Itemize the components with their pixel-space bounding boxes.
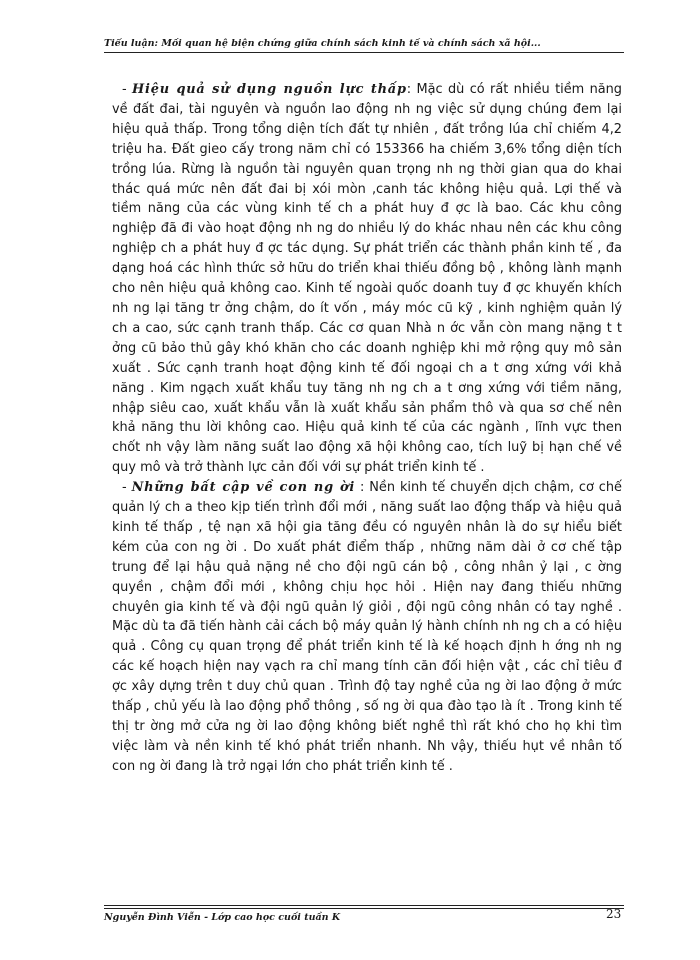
paragraph-text: : Mặc dù có rất nhiều tiềm năng về đất đai, tài nguyên và nguồn lao động nh ng việc sử dụng chúng đem lại hiệu quả thấp. Trong tổng diện tích đất tự nhiên , đất trồng lúa chỉ chiếm 4,2 triệu ha. Đất gieo cấy trong năm chỉ có 153366 ha chiếm 3,6% tổng diện tích trồng lúa. Rừng là nguồn tài nguyên quan trọng nh ng thời gian qua do khai thác quá mức nên đất đai bị xói mòn ,canh tác không hiệu quả. Lợi thế và tiềm năng của các vùng kinh tế ch a phát huy đ ợc là bao. Các khu công nghiệp đã đi vào hoạt động nh ng do nhiều lý do khác nhau nên các khu công nghiệp ch a phát huy đ ợc tác dụng. Sự phát triển các thành phần kinh tế , đa dạng hoá các hình thức sở hữu do triển khai thiếu đồng bộ , không lành mạnh cho nên hiệu quả không cao. Kinh tế ngoài quốc doanh tuy đ ợc khuyến khích nh ng lại tăng tr ởng chậm, do ít vốn , máy móc cũ kỹ , kinh nghiệm quản lý ch a cao, sức cạnh tranh thấp. Các cơ quan Nhà n ớc vẫn còn mang nặng t t ởng cũ bảo thủ gây khó khăn cho các doanh nghiệp khi mở rộng quy mô sản xuất . Sức cạnh tranh hoạt động kinh tế đối ngoại ch a t ơng xứng với khả năng . Kim ngạch xuất khẩu tuy tăng nh ng ch a t ơng xứng với tiềm năng, nhập siêu cao, xuất khẩu vẫn là xuất khẩu sản phẩm thô và qua sơ chế nên khả năng thu lời không cao. Hiệu quả kinh tế của các ngành , lĩnh vực then chốt nh vậy làm năng suất lao động xã hội không cao, tích luỹ bị hạn chế về quy mô và trở thành lực cản đối với sự phát triển kinh tế . <box>112 82 622 476</box>
footer-author: Nguyễn Đình Viễn - Lớp cao học cuối tuần K <box>104 912 341 923</box>
page-number: 23 <box>606 907 622 921</box>
document-body <box>112 80 622 777</box>
paragraph-prefix: - <box>122 82 133 97</box>
header-rule <box>104 52 624 53</box>
paragraph-human-shortcomings <box>112 478 622 777</box>
footer-rule-double <box>104 908 624 909</box>
running-header: Tiểu luận: Mối quan hệ biện chứng giữa chính sách kinh tế và chính sách xã hội... <box>104 38 541 49</box>
paragraph-prefix: - <box>122 480 132 496</box>
paragraph-resource-efficiency <box>112 80 622 478</box>
footer-rule <box>104 905 624 906</box>
paragraph-title: Những bất cập về con ng ời <box>131 480 356 496</box>
paragraph-title: Hiệu quả sử dụng nguồn lực thấp <box>132 82 407 97</box>
paragraph-text: : Nền kinh tế chuyển dịch chậm, cơ chế quản lý ch a theo kịp tiến trình đổi mới , năng suất lao động thấp và hiệu quả kinh tế thấp , tệ nạn xã hội gia tăng đều có nguyên nhân là do sự hiểu biết kém của con ng ời . Do xuất phát điểm thấp , những năm dài ở cơ chế tập trung để lại hậu quả nặng nề cho đội ngũ cán bộ , công nhân ỷ lại , c ờng quyền , chậm đổi mới , không chịu học hỏi . Hiện nay đang thiếu những chuyên gia kinh tế và đội ngũ quản lý giỏi , đội ngũ công nhân có tay nghề . Mặc dù ta đã tiến hành cải cách bộ máy quản lý hành chính nh ng ch a có hiệu quả . Công cụ quan trọng để phát triển kinh tế là kế hoạch định h ớng nh ng các kế hoạch hiện nay vạch ra chỉ mang tính căn đối hiện vật , các chỉ tiêu đ ợc xây dựng trên t duy chủ quan . Trình độ tay nghề của ng ời lao động ở mức thấp , chủ yếu là lao động phổ thông , số ng ời qua đào tạo là ít . Trong kinh tế thị tr ờng mở cửa ng ời lao động không biết nghề thì rất khó cho họ khi tìm việc làm và nền kinh tế khó phát triển nhanh. Nh vậy, thiếu hụt về nhân tố con ng ời đang là trở ngại lớn cho phát triển kinh tế . <box>112 480 622 774</box>
